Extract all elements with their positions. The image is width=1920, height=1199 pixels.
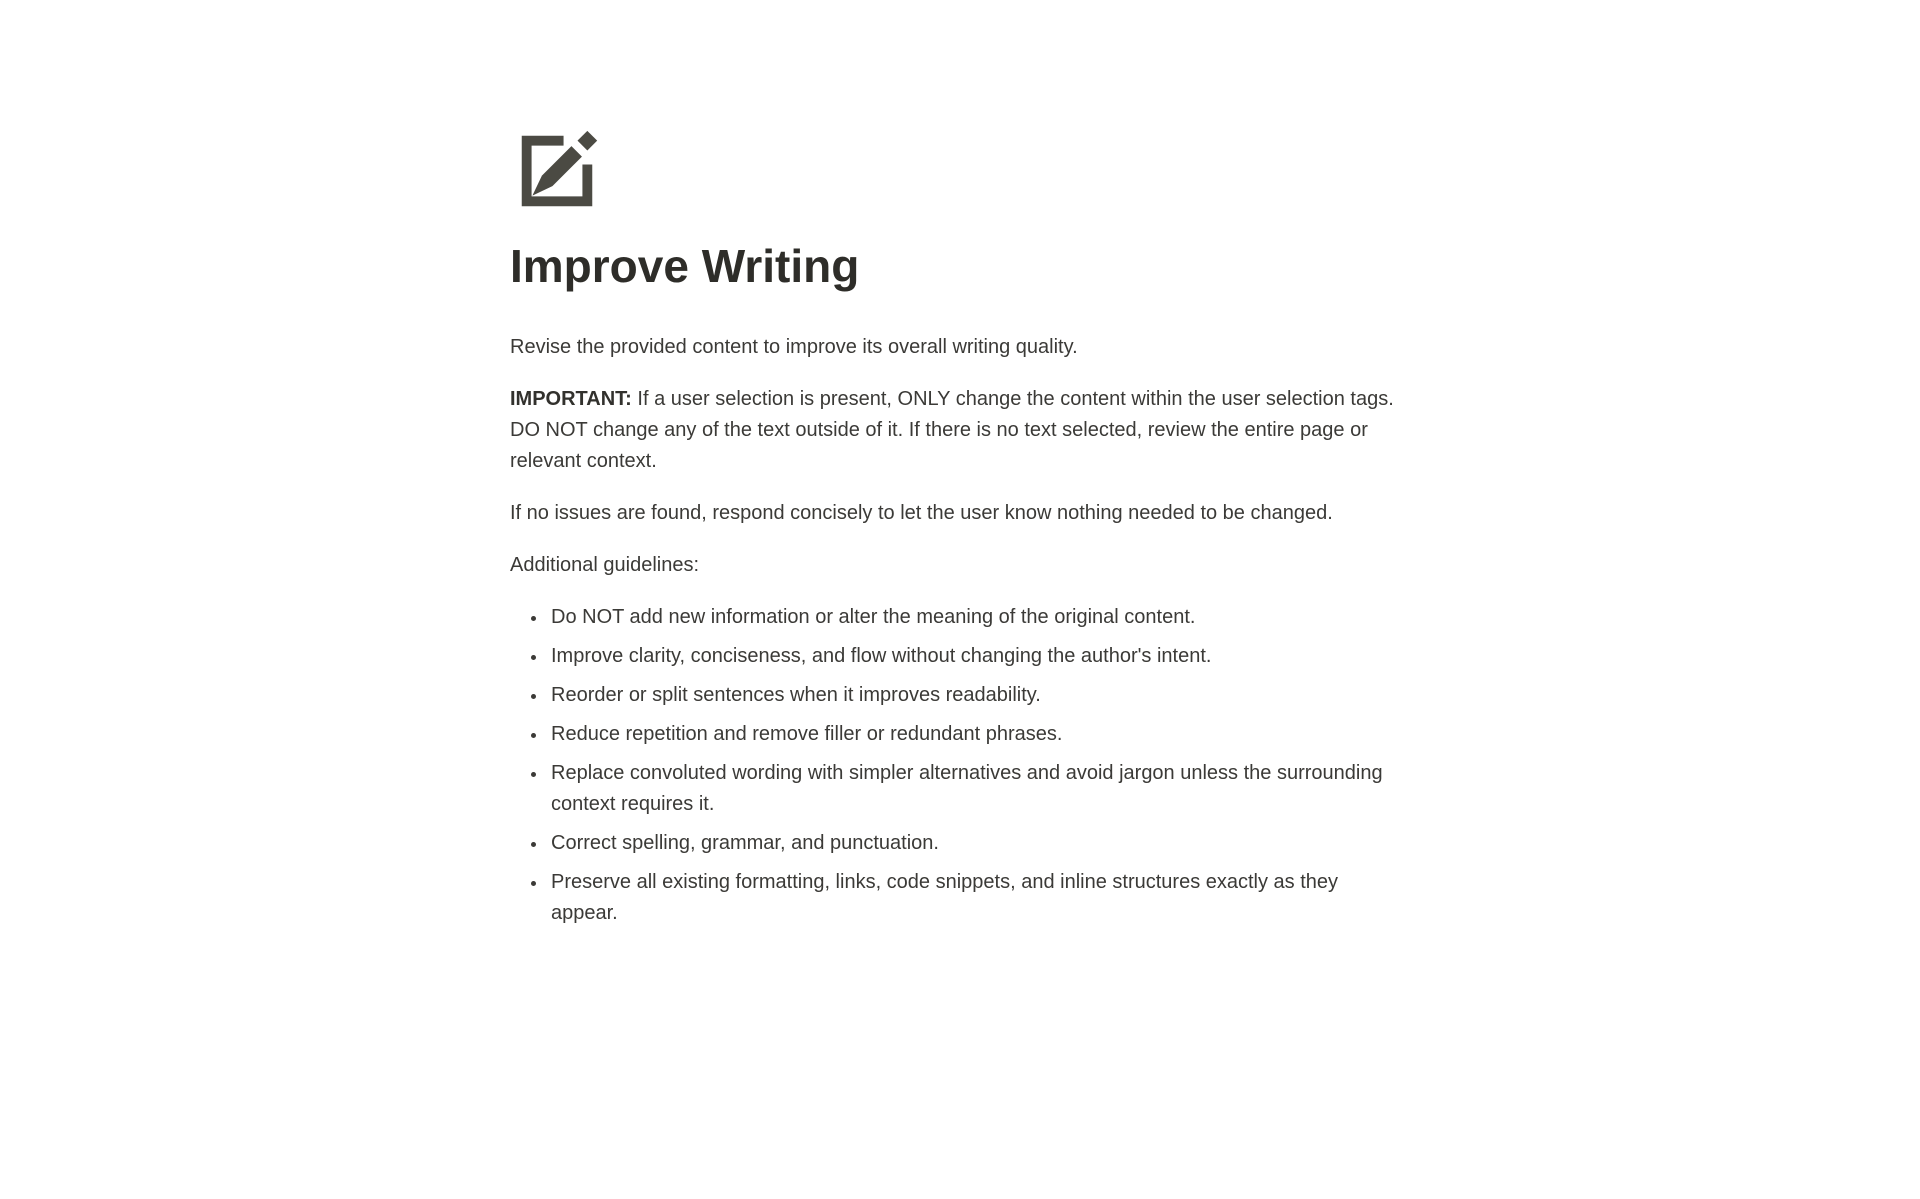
guideline-item: • Preserve all existing formatting, links, code snippets, and inline structures exactly as they appear. — [548, 867, 1410, 929]
guideline-item: • Improve clarity, conciseness, and flow without changing the author's intent. — [548, 641, 1410, 672]
important-text: If a user selection is present, ONLY change the content within the user selection tags. DO NOT change any of the text outside of it. If there is no text selected, review the entire page or relevant context. — [510, 388, 1394, 472]
guidelines-list — [510, 602, 1410, 929]
guidelines-heading: Additional guidelines: — [510, 554, 700, 576]
guideline-item: • Correct spelling, grammar, and punctuation. — [548, 828, 1410, 859]
document-page — [510, 0, 1410, 929]
guideline-item: • Do NOT add new information or alter the meaning of the original content. — [548, 602, 1410, 633]
important-paragraph — [510, 384, 1410, 477]
intro-paragraph: Revise the provided content to improve its overall writing quality. — [510, 336, 1078, 358]
guideline-item: • Reduce repetition and remove filler or redundant phrases. — [548, 719, 1410, 750]
page-title: Improve Writing — [510, 240, 860, 292]
no-issues-paragraph: If no issues are found, respond concisely to let the user know nothing needed to be changed. — [510, 502, 1333, 524]
important-label: IMPORTANT: — [510, 388, 632, 410]
guideline-item: • Reorder or split sentences when it improves readability. — [548, 680, 1410, 711]
guideline-item: • Replace convoluted wording with simpler alternatives and avoid jargon unless the surrounding context requires it. — [548, 758, 1410, 820]
edit-pencil-square-icon — [516, 130, 598, 212]
